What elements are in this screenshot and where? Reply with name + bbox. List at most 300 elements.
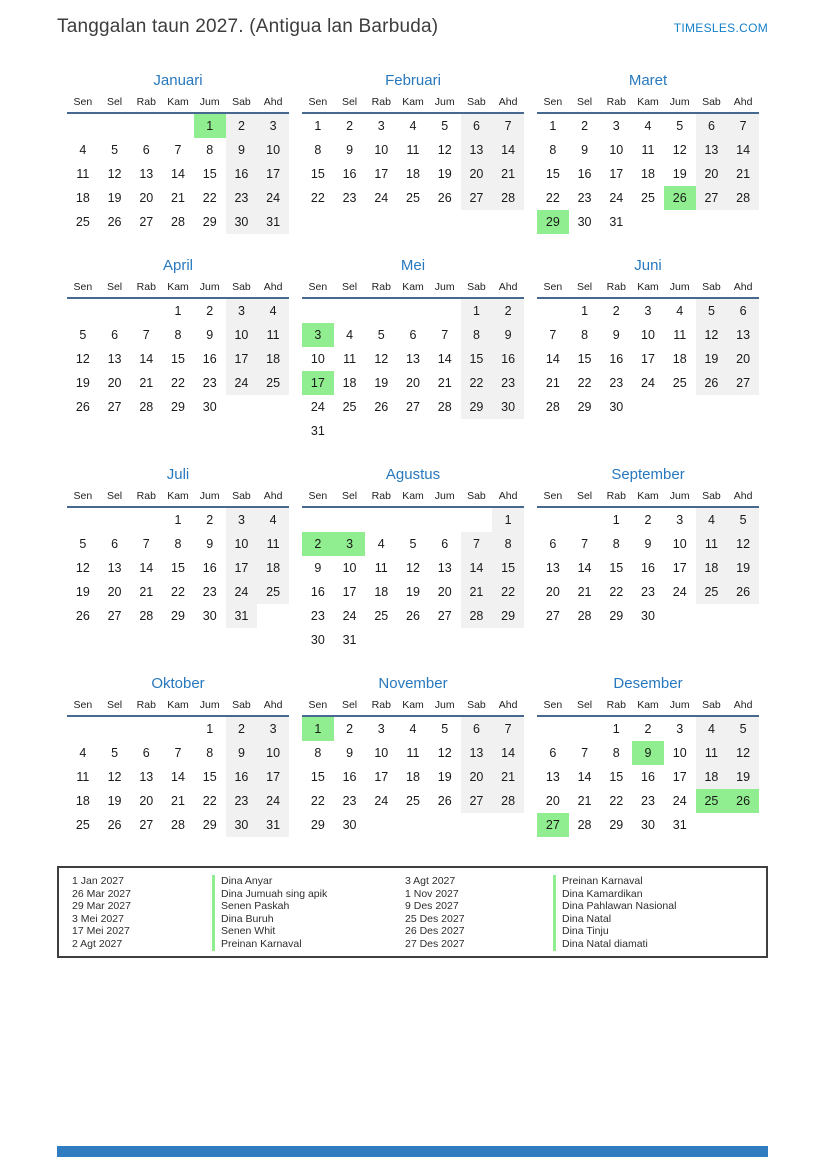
day-cell: 27	[139, 215, 154, 229]
day-cell: 17	[672, 561, 687, 575]
empty-cell	[334, 419, 366, 443]
day-cell: 12	[672, 143, 687, 157]
day-cell: 27	[545, 609, 560, 623]
day-cell: 3	[377, 119, 385, 133]
day-cell: 17	[257, 765, 289, 789]
day-cell: 21	[171, 191, 185, 205]
day-cell: 18	[257, 556, 289, 580]
empty-cell	[696, 395, 728, 419]
day-cell: 20	[107, 585, 122, 599]
month-title: Mei	[400, 257, 426, 274]
day-cell: 5	[409, 537, 417, 551]
day-cell: 5	[441, 119, 449, 133]
weekday-header: Ahd	[733, 281, 753, 293]
weekday-header: Sen	[308, 490, 328, 502]
day-cell: 8	[174, 537, 182, 551]
weekday-header: Ahd	[498, 96, 518, 108]
day-cell: 31	[672, 818, 687, 832]
weekday-header: Sel	[106, 96, 123, 108]
day-cell: 15	[171, 352, 185, 366]
day-cell: 15	[609, 561, 624, 575]
day-cell: 19	[374, 376, 389, 390]
day-cell: 5	[111, 746, 119, 760]
day-cell: 20	[461, 162, 493, 186]
day-cell: 28	[492, 186, 524, 210]
month-days	[537, 299, 759, 419]
day-cell: 11	[343, 352, 357, 366]
month-mei	[302, 257, 524, 443]
weekday-header: Sab	[232, 490, 251, 502]
weekday-header: Sen	[73, 699, 93, 711]
day-cell: 7	[549, 328, 557, 342]
day-cell: 13	[727, 323, 759, 347]
weekday-header: Sen	[543, 281, 563, 293]
day-cell: 18	[696, 765, 728, 789]
month-februari	[302, 72, 524, 234]
holiday-date: 2 Agt 2027	[72, 937, 123, 950]
day-cell: 8	[461, 323, 493, 347]
day-cell: 18	[672, 352, 687, 366]
day-cell: 1	[492, 508, 524, 532]
month-days	[302, 114, 524, 210]
day-cell: 26	[727, 580, 759, 604]
month-maret	[537, 72, 759, 234]
day-cell: 27	[727, 371, 759, 395]
day-cell: 9	[612, 328, 620, 342]
empty-cell	[632, 210, 664, 234]
day-cell: 25	[75, 818, 90, 832]
day-cell: 17	[257, 162, 289, 186]
weekday-header: Rab	[606, 96, 626, 108]
day-cell: 17	[609, 167, 624, 181]
day-cell: 30	[641, 818, 655, 832]
day-cell: 25	[696, 789, 728, 813]
holiday-date: 27 Des 2027	[405, 937, 465, 950]
site-link[interactable]: TIMESLES.COM	[673, 21, 768, 35]
day-cell: 4	[79, 746, 87, 760]
day-cell: 28	[139, 609, 154, 623]
holiday-name: Dina Pahlawan Nasional	[553, 900, 676, 913]
day-cell: 13	[107, 561, 122, 575]
day-cell: 31	[257, 813, 289, 837]
day-cell: 18	[75, 794, 90, 808]
month-agustus	[302, 466, 524, 652]
empty-cell	[461, 508, 493, 532]
day-cell: 14	[139, 561, 154, 575]
day-cell: 20	[545, 794, 560, 808]
weekday-header: Sen	[308, 96, 328, 108]
month-title: Oktober	[151, 675, 205, 692]
empty-cell	[302, 299, 334, 323]
day-cell: 26	[437, 191, 452, 205]
day-cell: 26	[374, 400, 389, 414]
empty-cell	[397, 813, 429, 837]
day-cell: 2	[581, 119, 589, 133]
month-title: April	[162, 257, 193, 274]
day-cell: 23	[202, 376, 217, 390]
day-cell: 3	[226, 299, 258, 323]
day-cell: 18	[75, 191, 90, 205]
day-cell: 16	[226, 765, 258, 789]
weekday-header: Sab	[467, 699, 486, 711]
day-cell: 26	[664, 186, 696, 210]
day-cell: 6	[142, 143, 150, 157]
day-cell: 14	[727, 138, 759, 162]
day-cell: 5	[696, 299, 728, 323]
weekday-header: Jum	[199, 699, 220, 711]
day-cell: 10	[257, 741, 289, 765]
empty-cell	[429, 299, 461, 323]
day-cell: 4	[257, 299, 289, 323]
day-cell: 31	[226, 604, 258, 628]
empty-cell	[99, 299, 131, 323]
weekday-header: Rab	[136, 699, 156, 711]
day-cell: 17	[672, 770, 687, 784]
weekday-header: Jum	[199, 96, 220, 108]
day-cell: 27	[107, 400, 122, 414]
weekday-header: Jum	[669, 699, 690, 711]
day-cell: 18	[342, 376, 357, 390]
day-cell: 28	[171, 818, 185, 832]
weekday-header: Sab	[232, 699, 251, 711]
empty-cell	[537, 717, 569, 741]
day-cell: 3	[644, 304, 652, 318]
weekday-header: Kam	[167, 699, 189, 711]
day-cell: 22	[577, 376, 592, 390]
empty-cell	[99, 508, 131, 532]
day-cell: 16	[577, 167, 592, 181]
weekday-header: Ahd	[733, 490, 753, 502]
weekday-header: Jum	[434, 96, 455, 108]
empty-cell	[569, 717, 601, 741]
day-cell: 8	[612, 746, 620, 760]
holiday-name: Dina Jumuah sing apik	[212, 888, 327, 901]
day-cell: 25	[75, 215, 90, 229]
day-cell: 1	[612, 722, 620, 736]
month-title: Maret	[628, 72, 668, 89]
day-cell: 24	[672, 585, 687, 599]
day-cell: 25	[641, 191, 655, 205]
holiday-date: 29 Mar 2027	[72, 900, 131, 913]
day-cell: 22	[609, 794, 624, 808]
day-cell: 20	[139, 191, 154, 205]
weekday-header: Sel	[341, 490, 358, 502]
day-cell: 4	[377, 537, 385, 551]
day-cell: 22	[609, 585, 624, 599]
day-cell: 26	[75, 609, 90, 623]
day-cell: 14	[437, 352, 452, 366]
weekday-header-row	[302, 96, 524, 114]
empty-cell	[334, 299, 366, 323]
month-title: September	[611, 466, 685, 483]
day-cell: 23	[577, 191, 592, 205]
day-cell: 22	[171, 376, 185, 390]
day-cell: 16	[609, 352, 624, 366]
page-header	[57, 16, 768, 38]
day-cell: 9	[644, 537, 652, 551]
holiday-date: 1 Nov 2027	[405, 887, 459, 900]
holiday-name: Senen Whit	[212, 925, 275, 938]
day-cell: 28	[727, 186, 759, 210]
day-cell: 3	[676, 513, 684, 527]
holiday-name: Dina Tinju	[553, 925, 609, 938]
day-cell: 12	[406, 561, 420, 575]
day-cell: 10	[672, 746, 687, 760]
day-cell: 16	[342, 770, 357, 784]
empty-cell	[302, 508, 334, 532]
day-cell: 2	[492, 299, 524, 323]
day-cell: 25	[696, 580, 728, 604]
empty-cell	[162, 717, 194, 741]
weekday-header: Ahd	[498, 281, 518, 293]
empty-cell	[67, 114, 99, 138]
weekday-header: Ahd	[263, 699, 283, 711]
day-cell: 1	[314, 119, 322, 133]
day-cell: 30	[202, 609, 217, 623]
day-cell: 10	[226, 532, 258, 556]
weekday-header: Kam	[402, 281, 424, 293]
month-days	[67, 717, 289, 837]
day-cell: 26	[437, 794, 452, 808]
day-cell: 9	[632, 741, 664, 765]
weekday-header: Sen	[543, 699, 563, 711]
day-cell: 11	[406, 746, 420, 760]
weekday-header: Sab	[702, 490, 721, 502]
month-days	[537, 508, 759, 628]
day-cell: 8	[206, 746, 214, 760]
day-cell: 26	[727, 789, 759, 813]
day-cell: 11	[76, 167, 90, 181]
day-cell: 8	[549, 143, 557, 157]
weekday-header: Rab	[371, 490, 391, 502]
day-cell: 27	[537, 813, 569, 837]
day-cell: 6	[461, 717, 493, 741]
day-cell: 4	[409, 119, 417, 133]
day-cell: 12	[696, 323, 728, 347]
empty-cell	[696, 604, 728, 628]
day-cell: 14	[461, 556, 493, 580]
day-cell: 22	[545, 191, 560, 205]
day-cell: 18	[374, 585, 389, 599]
weekday-header: Sel	[341, 699, 358, 711]
empty-cell	[492, 419, 524, 443]
month-title: Agustus	[385, 466, 441, 483]
weekday-header: Sel	[106, 281, 123, 293]
day-cell: 1	[612, 513, 620, 527]
day-cell: 7	[492, 717, 524, 741]
holiday-date: 17 Mei 2027	[72, 925, 130, 938]
day-cell: 24	[609, 191, 624, 205]
day-cell: 7	[174, 746, 182, 760]
weekday-header: Jum	[434, 490, 455, 502]
day-cell: 7	[581, 746, 589, 760]
day-cell: 3	[302, 323, 334, 347]
day-cell: 19	[437, 167, 452, 181]
day-cell: 5	[727, 508, 759, 532]
day-cell: 16	[641, 561, 655, 575]
day-cell: 15	[310, 770, 325, 784]
empty-cell	[397, 628, 429, 652]
day-cell: 30	[310, 633, 325, 647]
day-cell: 19	[437, 770, 452, 784]
day-cell: 21	[139, 376, 154, 390]
day-cell: 1	[461, 299, 493, 323]
day-cell: 7	[142, 537, 150, 551]
day-cell: 5	[676, 119, 684, 133]
day-cell: 23	[202, 585, 217, 599]
day-cell: 24	[374, 191, 389, 205]
weekday-header: Jum	[434, 699, 455, 711]
day-cell: 23	[342, 191, 357, 205]
weekday-header: Rab	[371, 96, 391, 108]
day-cell: 9	[206, 328, 214, 342]
weekday-header: Ahd	[498, 490, 518, 502]
day-cell: 6	[441, 537, 449, 551]
day-cell: 2	[302, 532, 334, 556]
day-cell: 16	[226, 162, 258, 186]
day-cell: 16	[202, 352, 217, 366]
day-cell: 10	[226, 323, 258, 347]
day-cell: 30	[609, 400, 624, 414]
day-cell: 11	[257, 532, 289, 556]
empty-cell	[429, 813, 461, 837]
empty-cell	[461, 628, 493, 652]
empty-cell	[727, 604, 759, 628]
day-cell: 9	[346, 143, 354, 157]
weekday-header: Sel	[576, 96, 593, 108]
day-cell: 20	[437, 585, 452, 599]
day-cell: 1	[194, 114, 226, 138]
day-cell: 27	[107, 609, 122, 623]
day-cell: 22	[461, 371, 493, 395]
day-cell: 30	[342, 818, 357, 832]
legend-row	[405, 900, 676, 913]
day-cell: 29	[202, 215, 217, 229]
day-cell: 15	[577, 352, 592, 366]
footer-bar	[57, 1146, 768, 1157]
day-cell: 16	[310, 585, 325, 599]
day-cell: 15	[202, 770, 217, 784]
day-cell: 28	[545, 400, 560, 414]
day-cell: 29	[577, 400, 592, 414]
empty-cell	[696, 210, 728, 234]
day-cell: 24	[342, 609, 357, 623]
day-cell: 2	[206, 513, 214, 527]
day-cell: 22	[310, 191, 325, 205]
day-cell: 4	[696, 717, 728, 741]
day-cell: 13	[139, 770, 154, 784]
day-cell: 21	[492, 765, 524, 789]
weekday-header: Kam	[637, 490, 659, 502]
month-oktober	[67, 675, 289, 837]
day-cell: 31	[257, 210, 289, 234]
day-cell: 6	[549, 537, 557, 551]
month-title: Januari	[153, 72, 203, 89]
day-cell: 22	[202, 794, 217, 808]
weekday-header: Kam	[402, 699, 424, 711]
weekday-header: Rab	[606, 490, 626, 502]
holiday-date: 3 Mei 2027	[72, 912, 124, 925]
day-cell: 21	[492, 162, 524, 186]
day-cell: 16	[641, 770, 655, 784]
day-cell: 24	[672, 794, 687, 808]
day-cell: 8	[612, 537, 620, 551]
holiday-legend	[57, 866, 768, 958]
day-cell: 29	[310, 818, 325, 832]
legend-column-right	[405, 875, 676, 951]
weekday-header: Sel	[341, 96, 358, 108]
page-title: Tanggalan taun 2027. (Antigua lan Barbuda)	[57, 16, 439, 37]
weekday-header-row	[67, 96, 289, 114]
day-cell: 27	[406, 400, 420, 414]
month-days	[67, 114, 289, 234]
day-cell: 31	[342, 633, 357, 647]
weekday-header: Sel	[106, 490, 123, 502]
day-cell: 29	[609, 818, 624, 832]
day-cell: 3	[257, 114, 289, 138]
empty-cell	[365, 508, 397, 532]
month-september	[537, 466, 759, 652]
day-cell: 4	[676, 304, 684, 318]
day-cell: 29	[492, 604, 524, 628]
day-cell: 27	[461, 186, 493, 210]
day-cell: 31	[310, 424, 325, 438]
holiday-name: Dina Kamardikan	[553, 888, 643, 901]
weekday-header: Sen	[543, 490, 563, 502]
day-cell: 28	[577, 818, 592, 832]
weekday-header: Kam	[402, 96, 424, 108]
empty-cell	[537, 299, 569, 323]
day-cell: 10	[374, 143, 389, 157]
empty-cell	[257, 604, 289, 628]
day-cell: 19	[696, 347, 728, 371]
weekday-header: Ahd	[263, 490, 283, 502]
day-cell: 11	[257, 323, 289, 347]
day-cell: 3	[334, 532, 366, 556]
day-cell: 20	[461, 765, 493, 789]
holiday-date: 1 Jan 2027	[72, 875, 124, 887]
day-cell: 17	[302, 371, 334, 395]
months-grid	[67, 72, 759, 837]
day-cell: 1	[174, 513, 182, 527]
day-cell: 10	[342, 561, 357, 575]
day-cell: 6	[727, 299, 759, 323]
day-cell: 12	[374, 352, 389, 366]
day-cell: 13	[696, 138, 728, 162]
day-cell: 1	[581, 304, 589, 318]
day-cell: 6	[111, 328, 119, 342]
day-cell: 9	[226, 138, 258, 162]
weekday-header: Sel	[106, 699, 123, 711]
month-days	[302, 508, 524, 652]
day-cell: 13	[545, 770, 560, 784]
day-cell: 11	[673, 328, 687, 342]
day-cell: 4	[257, 508, 289, 532]
weekday-header: Jum	[199, 281, 220, 293]
day-cell: 2	[226, 114, 258, 138]
day-cell: 25	[257, 580, 289, 604]
month-days	[302, 717, 524, 837]
legend-row	[72, 925, 327, 938]
day-cell: 14	[577, 770, 592, 784]
day-cell: 2	[346, 119, 354, 133]
weekday-header: Kam	[402, 490, 424, 502]
day-cell: 28	[577, 609, 592, 623]
holiday-name: Dina Natal diamati	[553, 938, 648, 951]
day-cell: 9	[581, 143, 589, 157]
legend-row	[72, 875, 327, 888]
weekday-header: Sab	[702, 96, 721, 108]
